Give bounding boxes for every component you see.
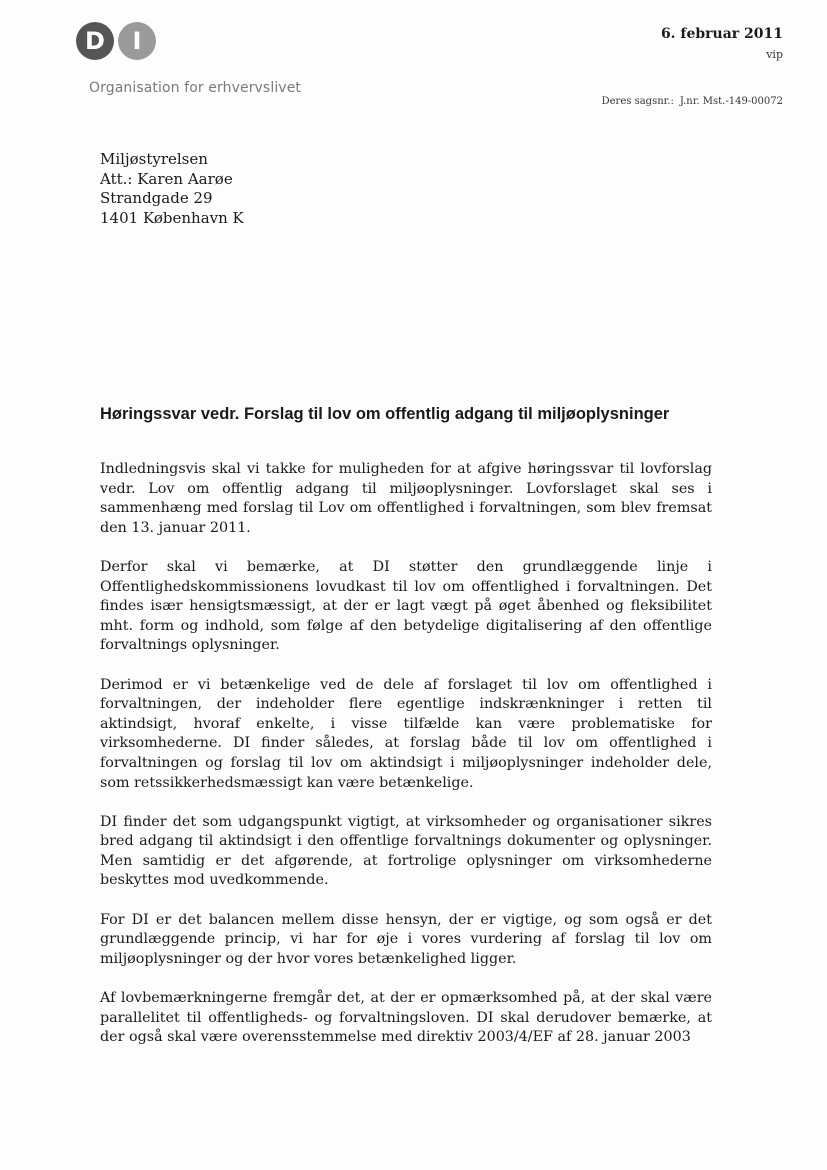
body-paragraph: For DI er det balancen mellem disse hensyn, der er vigtige, og som også er det grundlæggende princip, vi har for øje i vores vurdering af forslag til lov om miljøoplysninger og der hvor vores betænkelighed ligger. <box>100 911 712 967</box>
recipient-address <box>100 150 244 228</box>
logo-d-icon: D <box>76 22 114 60</box>
logo-i-icon: I <box>118 22 156 60</box>
reference-value: J.nr. Mst.-149-00072 <box>679 96 783 107</box>
letter-body <box>100 460 712 1067</box>
body-paragraph: Derimod er vi betænkelige ved de dele af forslaget til lov om offentlighed i forvaltningen, der indeholder flere egentlige indskrænkninger i retten til aktindsigt, hvoraf enkelte, i visse tilfælde kan være problematiske for virksomhederne. DI finder således, at forslag både til lov om offentlighed i forvaltningen og forslag til lov om aktindsigt i miljøoplysninger indeholder dele, som retssikkerhedsmæssigt kan være betænkelige. <box>100 676 712 791</box>
body-paragraph: Af lovbemærkningerne fremgår det, at der er opmærksomhed på, at der skal være parallelitet til offentligheds- og forvaltningsloven. DI skal derudover bemærke, at der også skal være overensstemmelse med direktiv 2003/4/EF af 28. januar 2003 <box>100 990 712 1046</box>
recipient-line: 1401 København K <box>100 208 244 227</box>
recipient-line: Miljøstyrelsen <box>100 150 208 168</box>
body-paragraph: Indledningsvis skal vi takke for muligheden for at afgive høringssvar til lovforslag vedr. Lov om offentlig adgang til miljøoplysninger. Lovforslaget skal ses i sammenhæng med forslag til Lov om offentlighed i forvaltningen, som blev fremsat den 13. januar 2011. <box>100 461 712 536</box>
body-paragraph: DI finder det som udgangspunkt vigtigt, at virksomheder og organisationer sikres bred adgang til aktindsigt i den offentlige forvaltnings dokumenter og oplysninger. Men samtidig er det afgørende, at fortrolige oplysninger om virksomhederne beskyttes mod uvedkommende. <box>100 813 712 889</box>
reference-label: Deres sagsnr.: <box>601 96 674 107</box>
author-initials: vip <box>766 48 783 61</box>
letter-subject: Høringssvar vedr. Forslag til lov om offentlig adgang til miljøoplysninger <box>100 405 670 423</box>
di-logo <box>76 22 156 60</box>
reference-line <box>602 96 783 107</box>
recipient-line: Strandgade 29 <box>100 189 213 207</box>
body-paragraph: Derfor skal vi bemærke, at DI støtter den grundlæggende linje i Offentlighedskommissionens lovudkast til lov om offentlighed i forvaltningen. Det findes især hensigtsmæssigt, at der er lagt vægt på øget åbenhed og fleksibilitet mht. form og indhold, som følge af den betydelige digitalisering af den offentlige forvaltnings oplysninger. <box>100 558 712 654</box>
logo-tagline: Organisation for erhvervslivet <box>89 80 301 96</box>
letter-date: 6. februar 2011 <box>660 26 783 42</box>
recipient-line: Att.: Karen Aarøe <box>100 169 233 188</box>
